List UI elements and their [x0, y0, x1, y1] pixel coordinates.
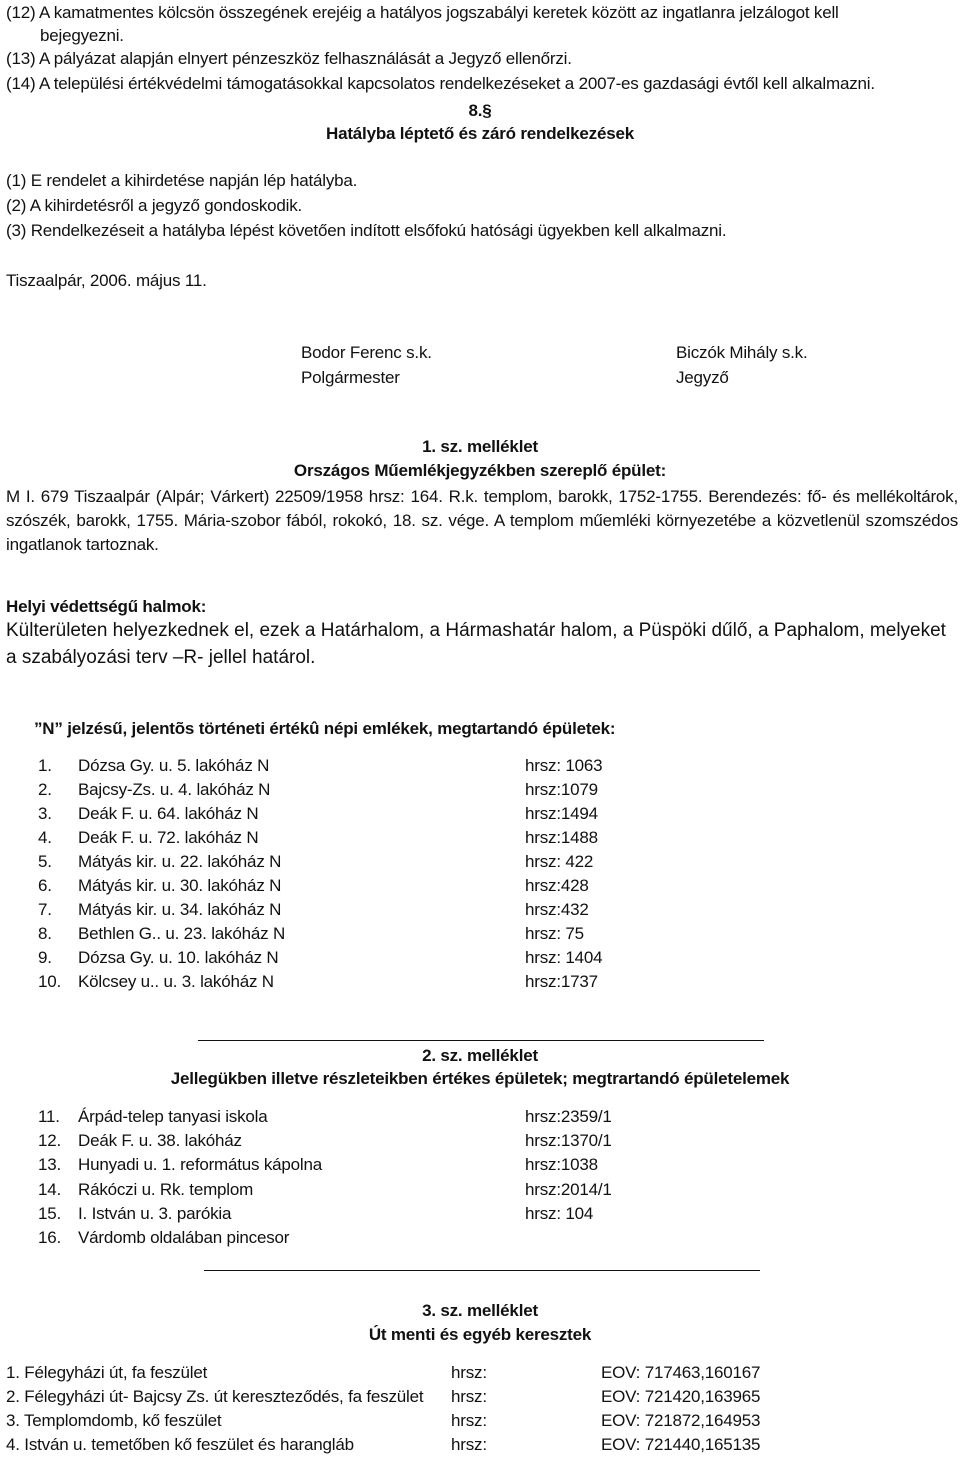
- annex-1-title: Országos Műemlékjegyzékben szereplő épület:: [293, 461, 667, 480]
- item-address: I. István u. 3. parókia: [78, 1203, 232, 1223]
- list-item: [0, 1105, 960, 1129]
- divider: [198, 1040, 764, 1041]
- list-item: [0, 826, 960, 850]
- cross-hrsz: hrsz:: [451, 1387, 487, 1406]
- item-number: 2.: [38, 780, 52, 799]
- item-hrsz: hrsz: 75: [525, 924, 584, 943]
- item-address: Bethlen G.. u. 23. lakóház N: [78, 924, 286, 943]
- list-item: [0, 946, 960, 970]
- list-item: [0, 802, 960, 826]
- item-hrsz: hrsz: 104: [525, 1203, 594, 1223]
- item-hrsz: hrsz:1494: [525, 804, 598, 823]
- local-protection-heading: Helyi védettségű halmok:: [6, 597, 207, 616]
- item-address: Dózsa Gy. u. 10. lakóház N: [78, 948, 279, 967]
- item-hrsz: hrsz:1370/1: [525, 1131, 612, 1151]
- cross-name: 3. Templomdomb, kő feszület: [6, 1411, 222, 1430]
- item-number: 5.: [38, 852, 52, 871]
- divider: [204, 1270, 760, 1271]
- item-address: Mátyás kir. u. 30. lakóház N: [78, 876, 282, 895]
- item-address: Árpád-telep tanyasi iskola: [78, 1107, 268, 1126]
- item-number: 14.: [38, 1179, 62, 1199]
- list-item: [0, 1202, 960, 1226]
- notary-title: Jegyző: [676, 368, 729, 387]
- local-protection-body: Külterületen helyezkednek el, ezek a Határhalom, a Hármashatár halom, a Püspöki dűlő, a Paphalom, melyeket a szabályozási terv –R- jellel határol.: [6, 620, 946, 668]
- list-item: [0, 970, 960, 994]
- item-number: 10.: [38, 972, 62, 991]
- item-address: Bajcsy-Zs. u. 4. lakóház N: [78, 780, 271, 799]
- item-hrsz: hrsz:428: [525, 876, 589, 895]
- cross-name: 1. Félegyházi út, fa feszület: [6, 1363, 208, 1382]
- list-item: [0, 850, 960, 874]
- item-hrsz: hrsz:1737: [525, 972, 598, 991]
- item-address: Kölcsey u.. u. 3. lakóház N: [78, 972, 274, 991]
- cross-hrsz: hrsz:: [451, 1435, 487, 1454]
- list-item: [0, 1226, 960, 1250]
- section-8-paragraph-3: (3) Rendelkezéseit a hatályba lépést követően indított elsőfokú hatósági ügyekben kell alkalmazni.: [6, 221, 727, 240]
- cross-name: 2. Félegyházi út- Bajcsy Zs. út kereszteződés, fa feszület: [6, 1387, 424, 1406]
- place-date: Tiszaalpár, 2006. május 11.: [6, 271, 207, 290]
- mayor-title: Polgármester: [301, 368, 400, 387]
- item-address: Hunyadi u. 1. református kápolna: [78, 1155, 323, 1175]
- item-address: Deák F. u. 72. lakóház N: [78, 828, 259, 847]
- section-8-paragraph-2: (2) A kihirdetésről a jegyző gondoskodik.: [6, 196, 303, 215]
- item-hrsz: hrsz:1079: [525, 780, 598, 799]
- list-item: [0, 922, 960, 946]
- item-address: Deák F. u. 38. lakóház: [78, 1131, 242, 1151]
- annex-3-number: 3. sz. melléklet: [422, 1301, 538, 1320]
- list-item: [0, 754, 960, 778]
- annex-1-number: 1. sz. melléklet: [422, 437, 538, 456]
- list-item: [0, 1153, 960, 1177]
- item-number: 3.: [38, 804, 52, 823]
- item-number: 12.: [38, 1131, 62, 1151]
- item-hrsz: hrsz:2359/1: [525, 1107, 612, 1126]
- cross-hrsz: hrsz:: [451, 1411, 487, 1430]
- list-item: [0, 1385, 960, 1409]
- item-hrsz: hrsz:1488: [525, 828, 598, 847]
- item-hrsz: hrsz: 1404: [525, 948, 603, 967]
- paragraph-12-line2: bejegyezni.: [40, 26, 124, 45]
- item-hrsz: hrsz:2014/1: [525, 1179, 612, 1199]
- item-number: 4.: [38, 828, 52, 847]
- paragraph-12-line1: (12) A kamatmentes kölcsön összegének erejéig a hatályos jogszabályi keretek között az ingatlanra jelzálogot kell: [6, 3, 839, 22]
- item-hrsz: hrsz:432: [525, 900, 589, 919]
- notary-name: Biczók Mihály s.k.: [676, 343, 808, 362]
- annex-2-number: 2. sz. melléklet: [422, 1046, 538, 1065]
- n-list-title: ”N” jelzésű, jelentõs történeti értékû népi emlékek, megtartandó épületek:: [34, 719, 616, 738]
- item-number: 13.: [38, 1155, 62, 1175]
- item-address: Mátyás kir. u. 22. lakóház N: [78, 852, 282, 871]
- item-number: 1.: [38, 756, 52, 775]
- item-number: 6.: [38, 876, 52, 895]
- item-hrsz: hrsz: 1063: [525, 756, 603, 775]
- item-number: 7.: [38, 900, 52, 919]
- item-address: Várdomb oldalában pincesor: [78, 1228, 290, 1247]
- item-address: Rákóczi u. Rk. templom: [78, 1179, 254, 1199]
- cross-eov: EOV: 721872,164953: [601, 1411, 761, 1430]
- item-hrsz: hrsz: 422: [525, 852, 594, 871]
- item-number: 16.: [38, 1228, 62, 1247]
- section-8-paragraph-1: (1) E rendelet a kihirdetése napján lép hatályba.: [6, 171, 358, 190]
- item-number: 8.: [38, 924, 52, 943]
- cross-name: 4. István u. temetőben kő feszület és harangláb: [6, 1435, 354, 1454]
- item-hrsz: hrsz:1038: [525, 1155, 598, 1175]
- item-number: 9.: [38, 948, 52, 967]
- annex-3-title: Út menti és egyéb keresztek: [368, 1325, 592, 1344]
- item-address: Deák F. u. 64. lakóház N: [78, 804, 259, 823]
- section-8-title: Hatályba léptető és záró rendelkezések: [326, 124, 634, 143]
- list-item: [0, 1361, 960, 1385]
- list-item: [0, 898, 960, 922]
- cross-hrsz: hrsz:: [451, 1363, 487, 1382]
- cross-eov: EOV: 717463,160167: [601, 1363, 761, 1382]
- item-address: Dózsa Gy. u. 5. lakóház N: [78, 756, 270, 775]
- cross-eov: EOV: 721420,163965: [601, 1387, 761, 1406]
- mayor-name: Bodor Ferenc s.k.: [301, 343, 432, 362]
- list-item: [0, 874, 960, 898]
- annex-1-body: M I. 679 Tiszaalpár (Alpár; Várkert) 22509/1958 hrsz: 164. R.k. templom, barokk, 1752-1755. Berendezés: fő- és mellékoltárok, szószék, barokk, 1755. Mária-szobor fából, rokokó, 18. sz. vége. A templom műemléki környezetébe a közvetlenül szomszédos ingatlanok tartoznak.: [6, 487, 958, 554]
- item-address: Mátyás kir. u. 34. lakóház N: [78, 900, 282, 919]
- paragraph-13: (13) A pályázat alapján elnyert pénzeszköz felhasználását a Jegyző ellenőrzi.: [6, 49, 572, 68]
- section-8-number: 8.§: [468, 101, 492, 120]
- list-item: [0, 1178, 960, 1202]
- list-item: [0, 778, 960, 802]
- annex-2-title: Jellegükben illetve részleteikben értékes épületek; megtrartandó épületelemek: [170, 1069, 790, 1088]
- item-number: 15.: [38, 1203, 62, 1223]
- paragraph-14: (14) A települési értékvédelmi támogatásokkal kapcsolatos rendelkezéseket a 2007-es gazdasági évtől kell alkalmazni.: [6, 74, 875, 93]
- cross-eov: EOV: 721440,165135: [601, 1435, 761, 1454]
- list-item: [0, 1409, 960, 1433]
- list-item: [0, 1129, 960, 1153]
- list-item: [0, 1433, 960, 1457]
- item-number: 11.: [38, 1107, 60, 1126]
